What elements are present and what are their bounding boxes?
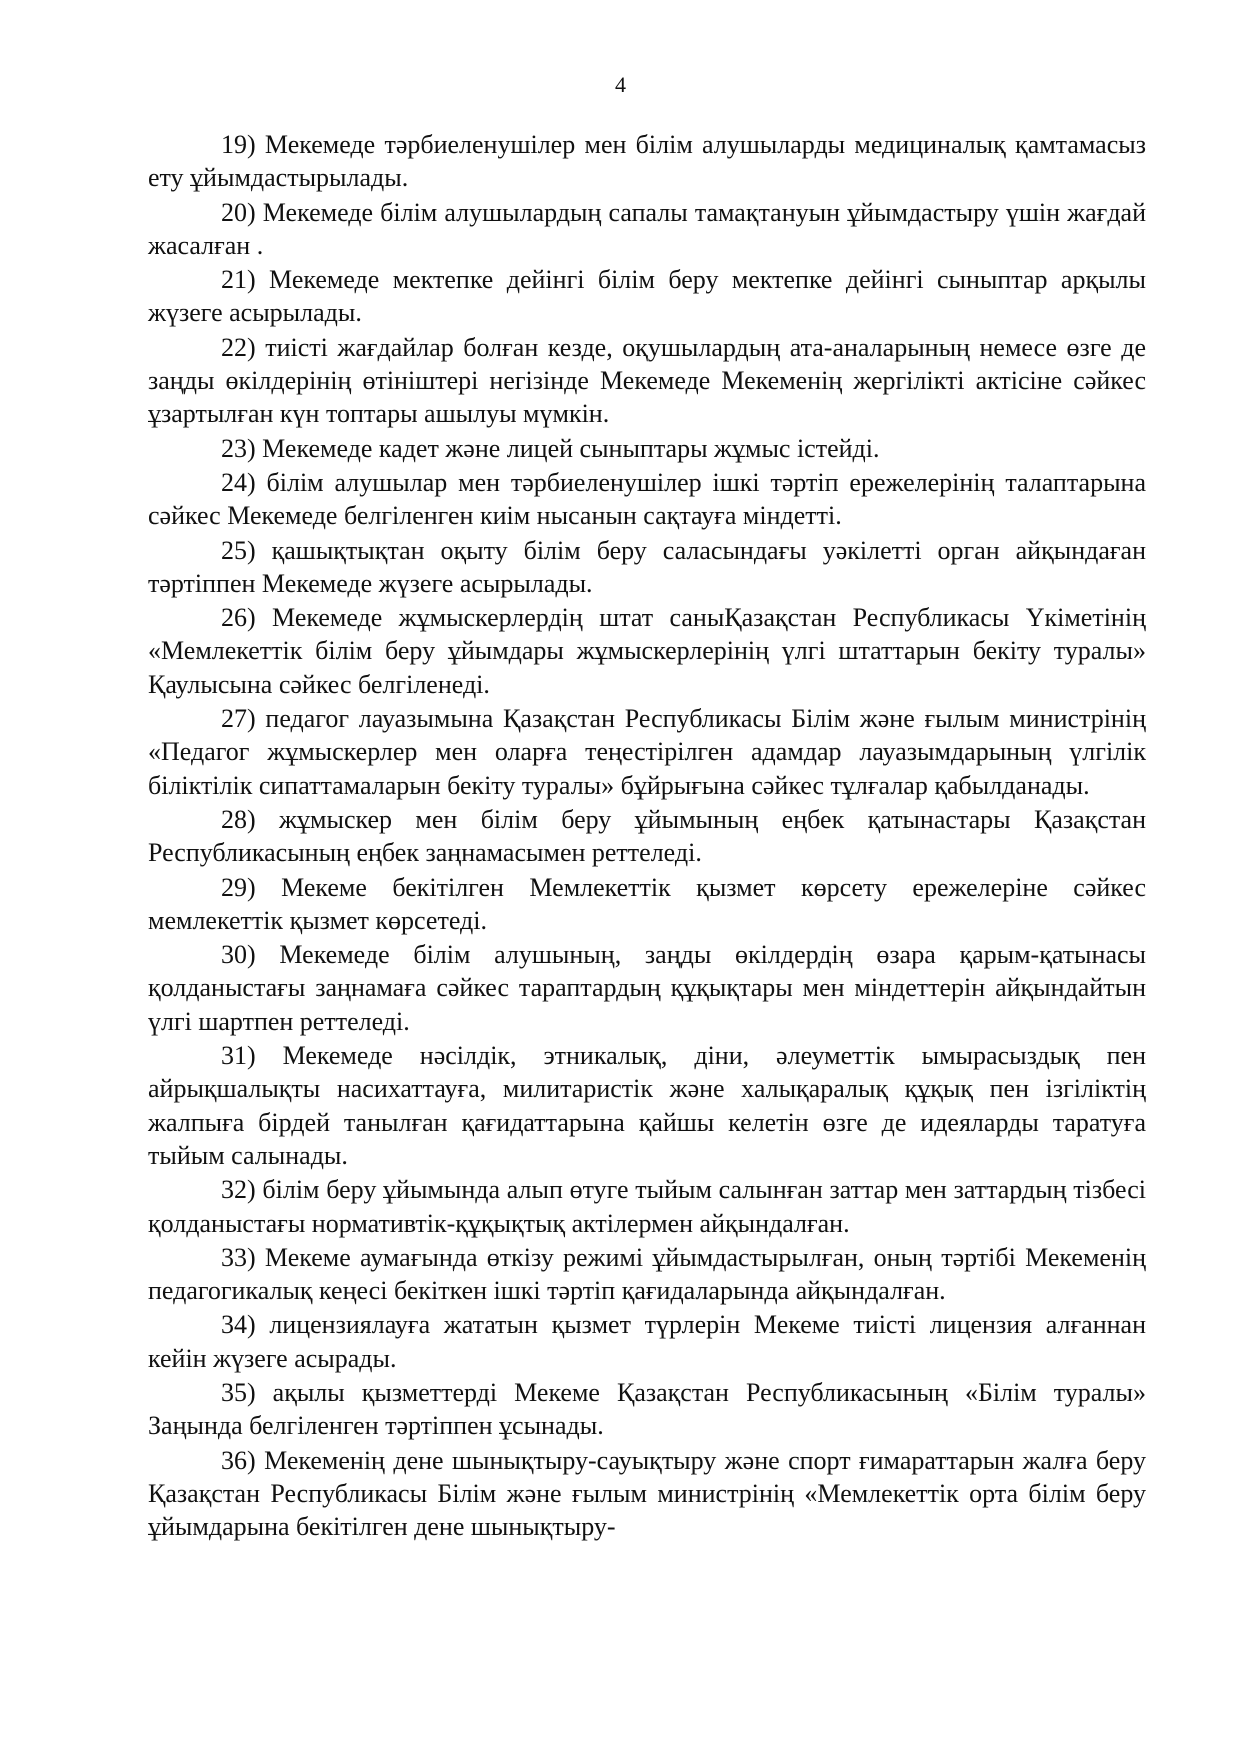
paragraph-28: 28) жұмыскер мен білім беру ұйымының еңбек қатынастары Қазақстан Республикасының еңбек заңнамасымен реттеледі. (148, 804, 1146, 868)
paragraph-32: 32) білім беру ұйымында алып өтуге тыйым салынған заттар мен заттардың тізбесі қолданыстағы нормативтік-құқықтық актілермен айқындалған. (148, 1175, 1146, 1238)
paragraph-20: 20) Мекемеде білім алушылардың сапалы тамақтануын ұйымдастыру үшін жағдай жасалған . (148, 197, 1146, 260)
paragraph-36: 36) Мекеменің дене шынықтыру-сауықтыру және спорт ғимараттарын жалға беру Қазақстан Республикасы Білім және ғылым министрінің «Мемлекеттік орта білім беру ұйымдарына бекітілген дене шынықтыру- (148, 1445, 1146, 1542)
paragraph-26: 26) Мекемеде жұмыскерлердің штат саныҚазақстан Республикасы Үкіметінің «Мемлекеттік білім беру ұйымдары жұмыскерлерінің үлгі штаттарын бекіту туралы» Қаулысына сәйкес белгіленеді. (148, 603, 1146, 699)
paragraph-25: 25) қашықтықтан оқыту білім беру саласындағы уәкілетті орган айқындаған тәртіппен Мекемеде жүзеге асырылады. (148, 535, 1146, 598)
paragraph-24: 24) білім алушылар мен тәрбиеленушілер ішкі тәртіп ережелерінің талаптарына сәйкес Мекемеде белгіленген киім нысанын сақтауға міндетті. (148, 467, 1146, 531)
document-body (148, 128, 1146, 1544)
paragraph-21: 21) Мекемеде мектепке дейінгі білім беру мектепке дейінгі сыныптар арқылы жүзеге асырылады. (148, 265, 1146, 328)
paragraph-30: 30) Мекемеде білім алушының, заңды өкілдердің өзара қарым-қатынасы қолданыстағы заңнамаға сәйкес тараптардың құқықтары мен міндеттерін айқындайтын үлгі шартпен реттеледі. (148, 940, 1146, 1036)
paragraph-27: 27) педагог лауазымына Қазақстан Республикасы Білім және ғылым министрінің «Педагог жұмыскерлер мен оларға теңестірілген адамдар лауазымдарының үлгілік біліктілік сипаттамаларын бекіту туралы» бұйрығына сәйкес тұлғалар қабылданады. (148, 704, 1146, 800)
paragraph-34: 34) лицензиялауға жататын қызмет түрлерін Мекеме тиісті лицензия алғаннан кейін жүзеге асырады. (148, 1310, 1146, 1373)
paragraph-31: 31) Мекемеде нәсілдік, этникалық, діни, әлеуметтік ымырасыздық пен айрықшалықты насихаттауға, милитаристік және халықаралық құқық пен ізгіліктің жалпыға бірдей танылған қағидаттарына қайшы келетін өзге де идеяларды таратуға тыйым салынады. (148, 1041, 1146, 1170)
paragraph-23: 23) Мекемеде кадет және лицей сыныптары жұмыс істейді. (221, 433, 880, 463)
page-number: 4 (615, 72, 626, 97)
paragraph-29: 29) Мекеме бекітілген Мемлекеттік қызмет көрсету ережелеріне сәйкес мемлекеттік қызмет көрсетеді. (148, 872, 1146, 935)
paragraph-22: 22) тиісті жағдайлар болған кезде, оқушылардың ата-аналарының немесе өзге де заңды өкілдерінің өтініштері негізінде Мекемеде Мекеменің жергілікті актісіне сәйкес ұзартылған күн топтары ашылуы мүмкін. (148, 332, 1146, 429)
paragraph-33: 33) Мекеме аумағында өткізу режимі ұйымдастырылған, оның тәртібі Мекеменің педагогикалық кеңесі бекіткен ішкі тәртіп қағидаларында айқындалған. (148, 1242, 1146, 1306)
paragraph-19: 19) Мекемеде тәрбиеленушілер мен білім алушыларды медициналық қамтамасыз ету ұйымдастырылады. (148, 130, 1146, 193)
paragraph-35: 35) ақылы қызметтерді Мекеме Қазақстан Республикасының «Білім туралы» Заңында белгіленген тәртіппен ұсынады. (148, 1377, 1146, 1441)
